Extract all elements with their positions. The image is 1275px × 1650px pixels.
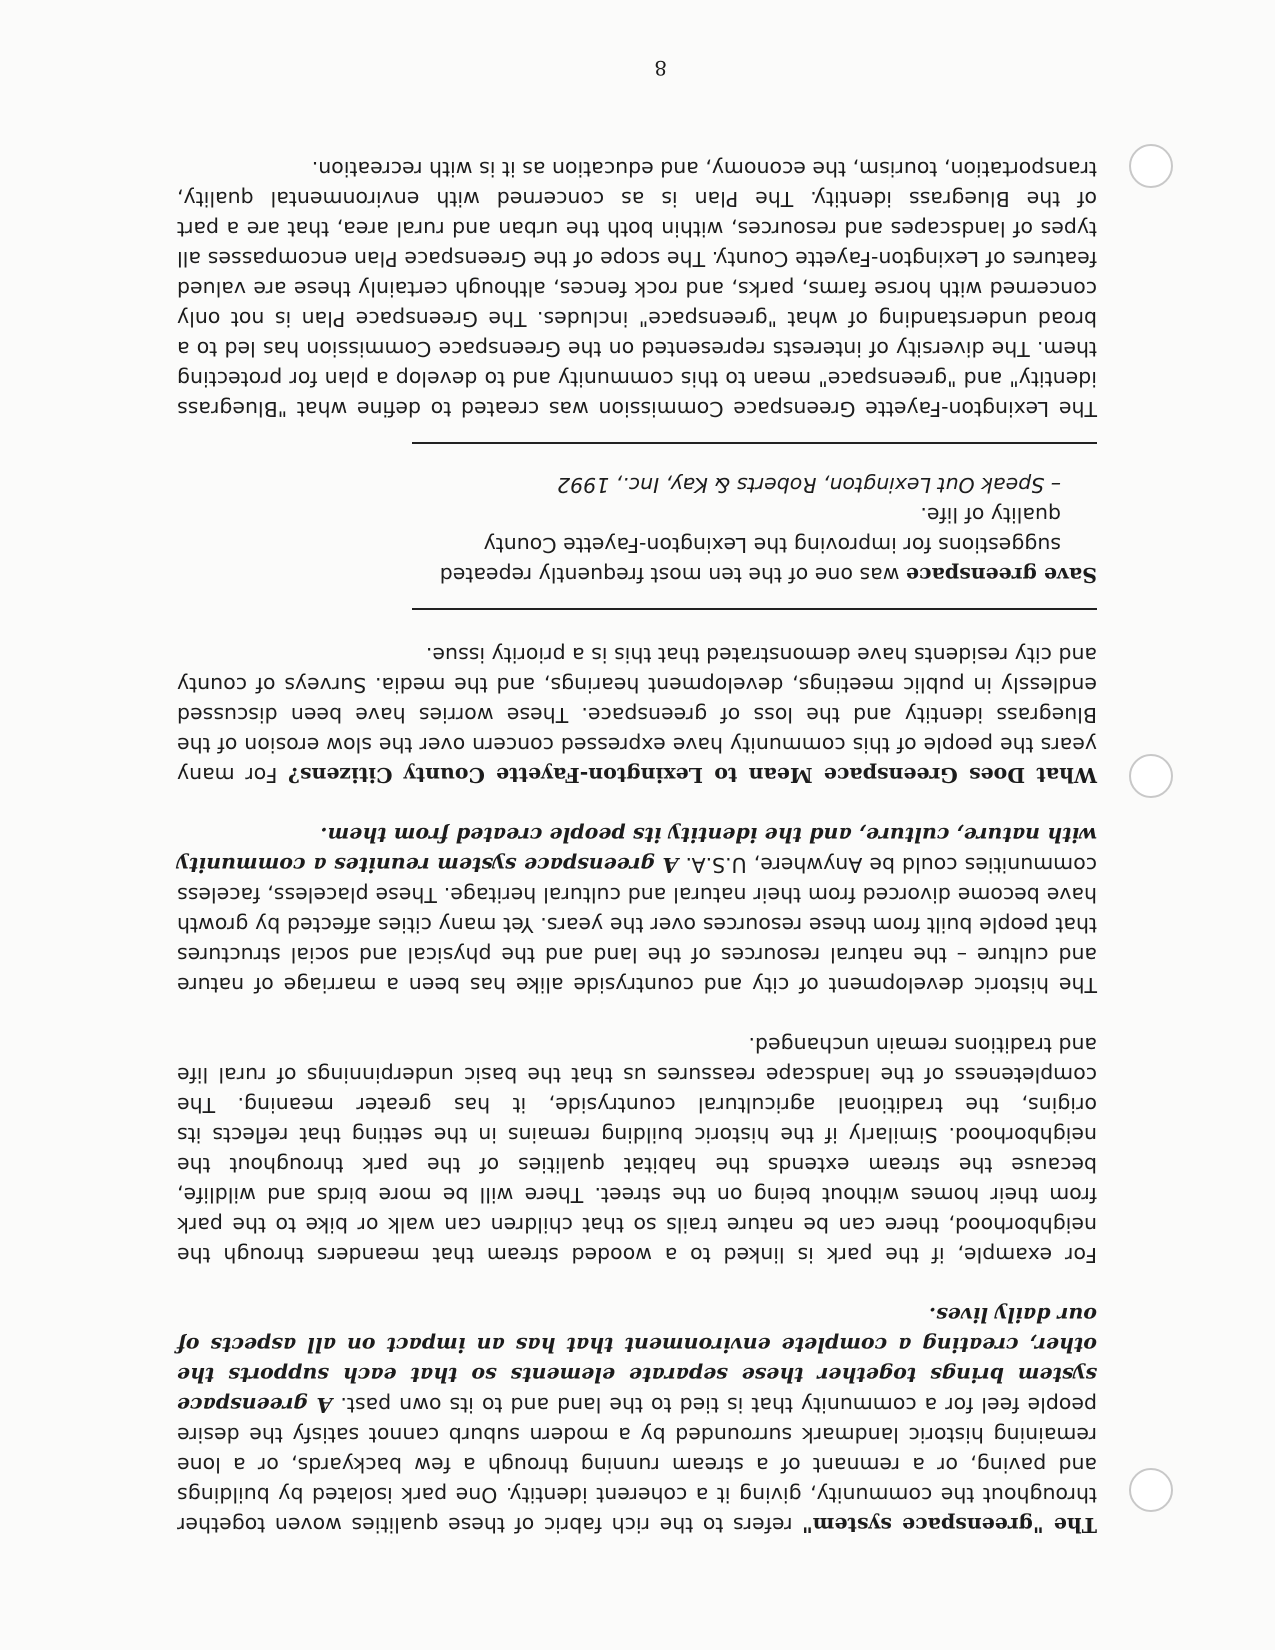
body-text [177,124,1097,1540]
paragraph-text: For many years the people of this community have expressed concern over the slow erosion of the Bluegrass identity and the loss of greenspace. These worries have been discussed endlessly in public meetings, development hearings, and the media. Surveys of county and city residents have demonstrated that this is a priority issue. [177,643,1097,787]
punch-hole-middle [1129,754,1173,798]
quote-attribution: – Speak Out Lexington, Roberts & Kay, Inc., 1992 [557,473,1061,497]
paragraph-text: For example, if the park is linked to a wooded stream that meanders through the neighborhood, there can be nature trails so that children can walk or bike to the park from their homes without being on the street. There will be more birds and wildlife, because the stream extends the habitat qualities of the park throughout the neighborhood. Similarly if the historic building remains in the setting that reflects its origins, the traditional agricultural countryside, it has greater meaning. The completeness of the landscape reassures us that the basic underpinnings of rural life and traditions remain unchanged. [177,1033,1097,1267]
quote-text: was one of the ten most frequently repeated [439,563,906,587]
paragraph-historic-development [177,820,1097,1000]
paragraph-commission [177,154,1097,424]
emphasis-text: A greenspace system reunites a community with nature, culture, and the identity its people created from them. [177,823,1097,877]
emphasis-text: A greenspace system brings together these separate elements so that each supports the other, creating a complete environment that has an impact on all aspects of our daily lives. [177,1303,1097,1417]
quote-lead: Save greenspace [906,563,1097,587]
paragraph-greenspace-system [177,1300,1097,1540]
quote-line-2: suggestions for improving the Lexington-Fayette County [483,533,1061,557]
paragraph-text: refers to the rich fabric of these qualities woven together throughout the community, giving it a coherent identity. One park isolated by buildings and paving, or a remnant of a stream running through a few backyards, or a lone remaining historic landmark surrounded by a modern suburb cannot satisfy the desire people feel for a community that is tied to the land and to its own past. [177,1393,1097,1537]
paragraph-example [177,1030,1097,1270]
section-heading: What Does Greenspace Mean to Lexington-Fayette County Citizens? [287,763,1097,787]
term-greenspace-system: The "greenspace system" [802,1513,1097,1537]
paragraph-citizens [177,640,1097,790]
page-number: 8 [654,56,667,80]
divider-top [412,608,1097,610]
punch-hole-top [1129,144,1173,188]
quote-line-1 [177,560,1097,590]
pull-quote [177,470,1097,590]
paragraph-text: The historic development of city and countryside alike has been a marriage of nature and culture – the natural resources of the land and the physical and social structures that people built from these resources over the years. Yet many cities affected by growth have become divorced from their natural and cultural heritage. These placeless, faceless communities could be Anywhere, U.S.A. [177,853,1097,997]
divider-bottom [412,442,1097,444]
quote-line-3: quality of life. [920,503,1061,527]
paragraph-text: The Lexington-Fayette Greenspace Commission was created to define what "Bluegrass identity" and "greenspace" mean to this community and to develop a plan for protecting them. The diversity of interests represented on the Greenspace Commission has led to a broad understanding of what "greenspace" includes. The Greenspace Plan is not only concerned with horse farms, parks, and rock fences, although certainly these are valued features of Lexington-Fayette County. The scope of the Greenspace Plan encompasses all types of landscapes and resources, within both the urban and rural area, that are a part of the Bluegrass identity. The Plan is as concerned with environmental quality, transportation, tourism, the economy, and education as it is with recreation. [177,157,1097,421]
punch-hole-bottom [1129,1468,1173,1512]
